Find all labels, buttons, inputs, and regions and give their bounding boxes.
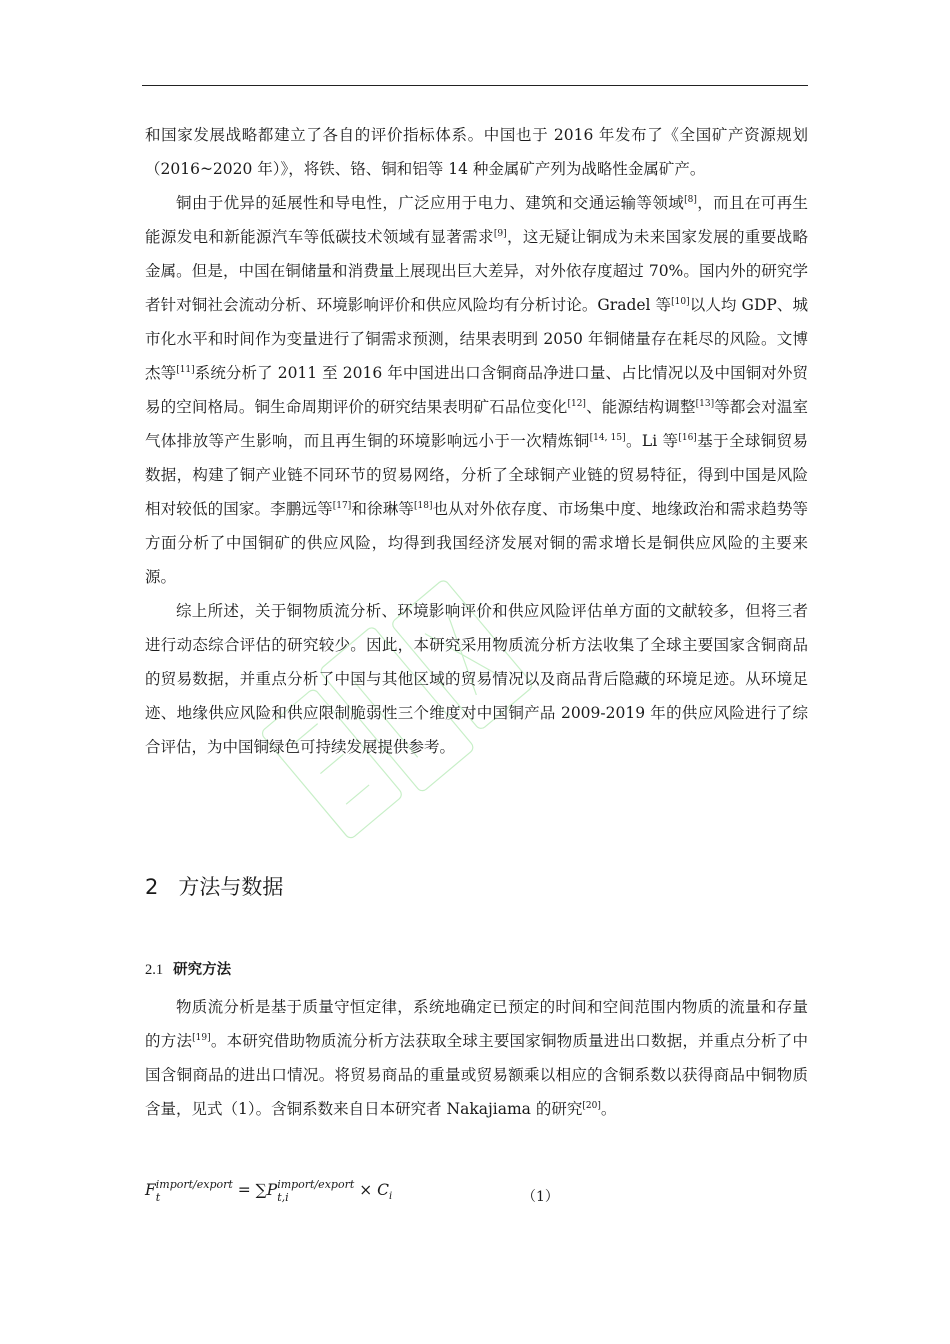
eq-rhs-sub: t,i: [277, 1191, 289, 1204]
citation-ref: [13]: [695, 399, 715, 409]
citation-ref: [8]: [684, 195, 697, 205]
text-run: 系统分析了 2011 至 2016 年中国进出口含铜商品净进口量、占比情况以及中国铜对外贸易的空间格局。铜生命周期评价的研究结果表明矿石品位变化: [145, 364, 808, 416]
section-number: 2: [145, 875, 159, 899]
paragraph-mfa-method: [145, 990, 808, 1126]
text-run: 。: [600, 1100, 617, 1118]
citation-ref: [10]: [671, 297, 690, 307]
section-title: 方法与数据: [178, 875, 284, 899]
section-heading: [145, 871, 283, 901]
eq-operator: = ∑: [237, 1181, 267, 1199]
eq-lhs-sup: import/export: [155, 1178, 233, 1191]
eq-rhs-sup: import/export: [277, 1178, 355, 1191]
text-run: 。本研究借助物质流分析方法获取全球主要国家铜物质量进出口数据，并重点分析了中国含铜商品的进出口情况。将贸易商品的重量或贸易额乘以相应的含铜系数以获得商品中铜物质含量，见式（1）。含铜系数来自日本研究者 Nakajiama 的研究: [145, 1032, 808, 1118]
eq-coef: C: [377, 1181, 389, 1199]
intro-text: [145, 118, 808, 764]
text-run: 基于全球铜贸易数据，构建了铜产业链不同环节的贸易网络，分析了全球铜产业链的贸易特征，得到中国是风险相对较低的国家。李鹏远等: [145, 432, 808, 518]
subsection-number: 2.1: [145, 962, 164, 978]
citation-ref: [9]: [493, 229, 507, 239]
text-run: 以人均 GDP、城市化水平和时间作为变量进行了铜需求预测，结果表明到 2050 年铜储量存在耗尽的风险。文博杰等: [145, 296, 808, 382]
eq-times: ×: [359, 1181, 373, 1199]
text-run: 等都会对温室气体排放等产生影响，而且再生铜的环境影响远小于一次精炼铜: [145, 398, 808, 450]
paragraph-summary: 综上所述，关于铜物质流分析、环境影响评价和供应风险评估单方面的文献较多，但将三者进行动态综合评估的研究较少。因此，本研究采用物质流分析方法收集了全球主要国家含铜商品的贸易数据，并重点分析了中国与其他区域的贸易情况以及商品背后隐藏的环境足迹。从环境足迹、地缘供应风险和供应限制脆弱性三个维度对中国铜产品 2009-2019 年的供应风险进行了综合评估，为中国铜绿色可持续发展提供参考。: [145, 602, 808, 756]
citation-ref: [19]: [192, 1033, 211, 1043]
method-text: [145, 990, 808, 1126]
citation-ref: [17]: [332, 501, 352, 511]
paragraph-copper-review: [145, 186, 808, 594]
citation-ref: [16]: [678, 433, 697, 443]
text-run: 也从对外依存度、市场集中度、地缘政治和需求趋势等方面分析了中国铜矿的供应风险，均得到我国经济发展对铜的需求增长是铜供应风险的主要来源。: [145, 500, 808, 586]
text-run: ，这无疑让铜成为未来国家发展的重要战略金属。但是，中国在铜储量和消费量上展现出巨大差异，对外依存度超过 70%。国内外的研究学者针对铜社会流动分析、环境影响评价和供应风险均有分析讨论。Gradel 等: [145, 228, 808, 314]
eq-lhs-sub: t: [155, 1191, 161, 1204]
eq-coef-sub: i: [389, 1191, 393, 1203]
equation-number: （1）: [522, 1189, 559, 1205]
citation-ref: [20]: [582, 1101, 601, 1111]
text-run: 。Li 等: [625, 432, 679, 450]
text-run: 和徐琳等: [351, 500, 414, 518]
equation-1: [145, 1178, 392, 1204]
citation-ref: [11]: [176, 365, 195, 375]
text-run: 铜由于优异的延展性和导电性，广泛应用于电力、建筑和交通运输等领域: [176, 194, 685, 212]
text-run: 物质流分析是基于质量守恒定律，系统地确定已预定的时间和空间范围内物质的流量和存量的方法: [145, 998, 808, 1050]
text-run: 、能源结构调整: [585, 398, 696, 416]
citation-ref: [12]: [567, 399, 586, 409]
paragraph-continuation: 和国家发展战略都建立了各自的评价指标体系。中国也于 2016 年发布了《全国矿产资源规划（2016~2020 年）》，将铁、铬、铜和铝等 14 种金属矿产列为战略性金属矿产。: [145, 126, 808, 178]
citation-ref: [14, 15]: [589, 433, 626, 443]
text-run: ，而且在可再生能源发电和新能源汽车等低碳技术领域有显著需求: [145, 194, 808, 246]
eq-rhs: P: [266, 1181, 278, 1199]
header-rule: [142, 85, 808, 86]
subsection-heading: [145, 958, 231, 979]
citation-ref: [18]: [413, 501, 433, 511]
eq-lhs: F: [145, 1181, 156, 1199]
subsection-title: 研究方法: [173, 962, 232, 978]
